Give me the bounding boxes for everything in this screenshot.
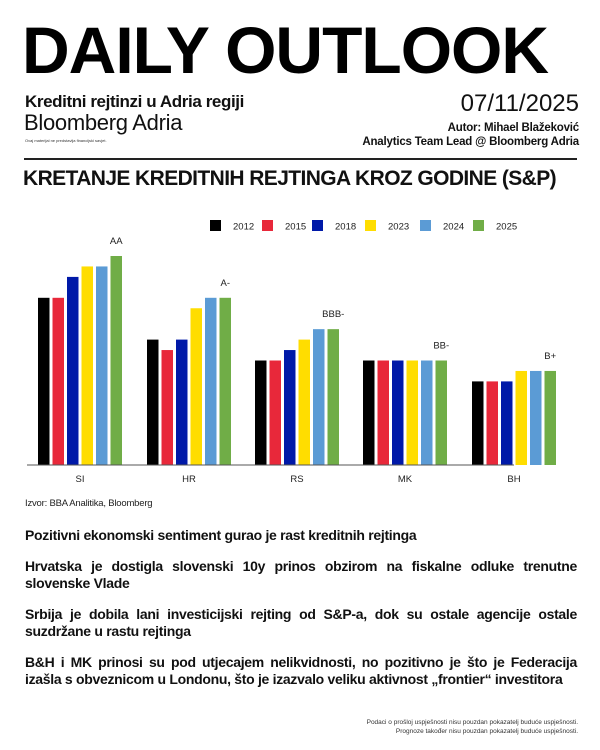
bar-si-2012 xyxy=(38,298,50,465)
key-point: Hrvatska je dostigla slovenski 10y prinos obzirom na fiskalne odluke trenutne slovenske Vlade xyxy=(25,558,577,591)
legend-swatch-2025 xyxy=(473,220,484,231)
bar-chart xyxy=(0,210,600,495)
legend-label-2023: 2023 xyxy=(388,221,410,233)
rating-label-bh: B+ xyxy=(544,350,557,362)
chart-bars xyxy=(38,256,556,465)
author-name: Autor: Mihael Blažeković xyxy=(447,122,579,134)
x-label-hr: HR xyxy=(182,474,196,485)
bar-hr-2024 xyxy=(205,298,217,465)
chart-title: KRETANJE KREDITNIH REJTINGA KROZ GODINE (S&P) xyxy=(23,167,557,190)
bar-bh-2015 xyxy=(487,381,499,465)
bar-mk-2015 xyxy=(378,361,390,466)
bar-si-2018 xyxy=(67,277,79,465)
brand-name: Bloomberg Adria xyxy=(24,110,183,135)
bar-rs-2024 xyxy=(313,329,325,465)
rating-label-hr: A- xyxy=(220,277,230,289)
bar-hr-2012 xyxy=(147,340,159,465)
chart-source: Izvor: BBA Analitika, Bloomberg xyxy=(25,498,153,509)
bar-rs-2015 xyxy=(270,361,282,466)
bar-bh-2012 xyxy=(472,381,484,465)
footnote-past-performance: Podaci o prošloj uspješnosti nisu pouzdan pokazatelj buduće uspješnosti. xyxy=(366,719,578,726)
bar-hr-2023 xyxy=(191,308,203,465)
bar-bh-2018 xyxy=(501,381,513,465)
legend-swatch-2024 xyxy=(420,220,431,231)
bar-rs-2025 xyxy=(328,329,340,465)
bar-hr-2025 xyxy=(220,298,232,465)
footnote-forecast: Prognoze također nisu pouzdan pokazatelj buduće uspješnosti. xyxy=(395,728,578,735)
x-label-si: SI xyxy=(75,474,85,485)
legend-swatch-2012 xyxy=(210,220,221,231)
x-label-bh: BH xyxy=(507,474,521,485)
x-label-rs: RS xyxy=(290,474,304,485)
masthead-title: DAILY OUTLOOK xyxy=(22,13,549,87)
bar-si-2023 xyxy=(82,266,94,465)
key-points xyxy=(25,527,577,702)
legend-label-2018: 2018 xyxy=(335,221,357,233)
author-role: Analytics Team Lead @ Bloomberg Adria xyxy=(362,136,579,148)
bar-bh-2023 xyxy=(516,371,528,465)
bar-mk-2024 xyxy=(421,361,433,466)
legend-swatch-2018 xyxy=(312,220,323,231)
header-divider xyxy=(24,158,577,160)
legend-label-2025: 2025 xyxy=(496,221,518,233)
bar-bh-2025 xyxy=(545,371,557,465)
legend-swatch-2023 xyxy=(365,220,376,231)
legend-label-2012: 2012 xyxy=(233,221,255,233)
key-point: Srbija je dobila lani investicijski rejting od S&P-a, dok su ostale agencije ostale suzdržane u rastu rejtinga xyxy=(25,606,577,639)
key-point: Pozitivni ekonomski sentiment gurao je rast kreditnih rejtinga xyxy=(25,527,417,543)
bar-mk-2012 xyxy=(363,361,375,466)
x-axis-labels xyxy=(76,474,521,485)
bar-rs-2018 xyxy=(284,350,296,465)
bar-si-2024 xyxy=(96,266,108,465)
rating-label-rs: BBB- xyxy=(322,309,345,321)
legend-label-2015: 2015 xyxy=(285,221,307,233)
bar-hr-2015 xyxy=(162,350,174,465)
bar-bh-2024 xyxy=(530,371,542,465)
bar-rs-2023 xyxy=(299,340,311,465)
report-subtitle: Kreditni rejtinzi u Adria regiji xyxy=(25,92,244,111)
legend-label-2024: 2024 xyxy=(443,221,465,233)
report-date: 07/11/2025 xyxy=(460,90,579,117)
bar-hr-2018 xyxy=(176,340,188,465)
rating-label-si: AA xyxy=(109,236,123,247)
small-disclaimer: Ovaj materijal ne predstavlja financijski savjet. xyxy=(25,138,107,143)
bar-mk-2023 xyxy=(407,361,419,466)
bar-rs-2012 xyxy=(255,361,267,466)
chart-legend xyxy=(210,220,517,233)
bar-mk-2025 xyxy=(436,361,448,466)
bar-si-2015 xyxy=(53,298,65,465)
rating-label-mk: BB- xyxy=(433,340,450,352)
bar-si-2025 xyxy=(111,256,123,465)
x-label-mk: MK xyxy=(397,474,413,485)
key-point: B&H i MK prinosi su pod utjecajem nelikvidnosti, no pozitivno je što je Federacija izašla s obveznicom u Londonu, što je izazvalo veliku aktivnost „frontier“ investitora xyxy=(25,654,577,687)
legend-swatch-2015 xyxy=(262,220,273,231)
bar-mk-2018 xyxy=(392,361,404,466)
